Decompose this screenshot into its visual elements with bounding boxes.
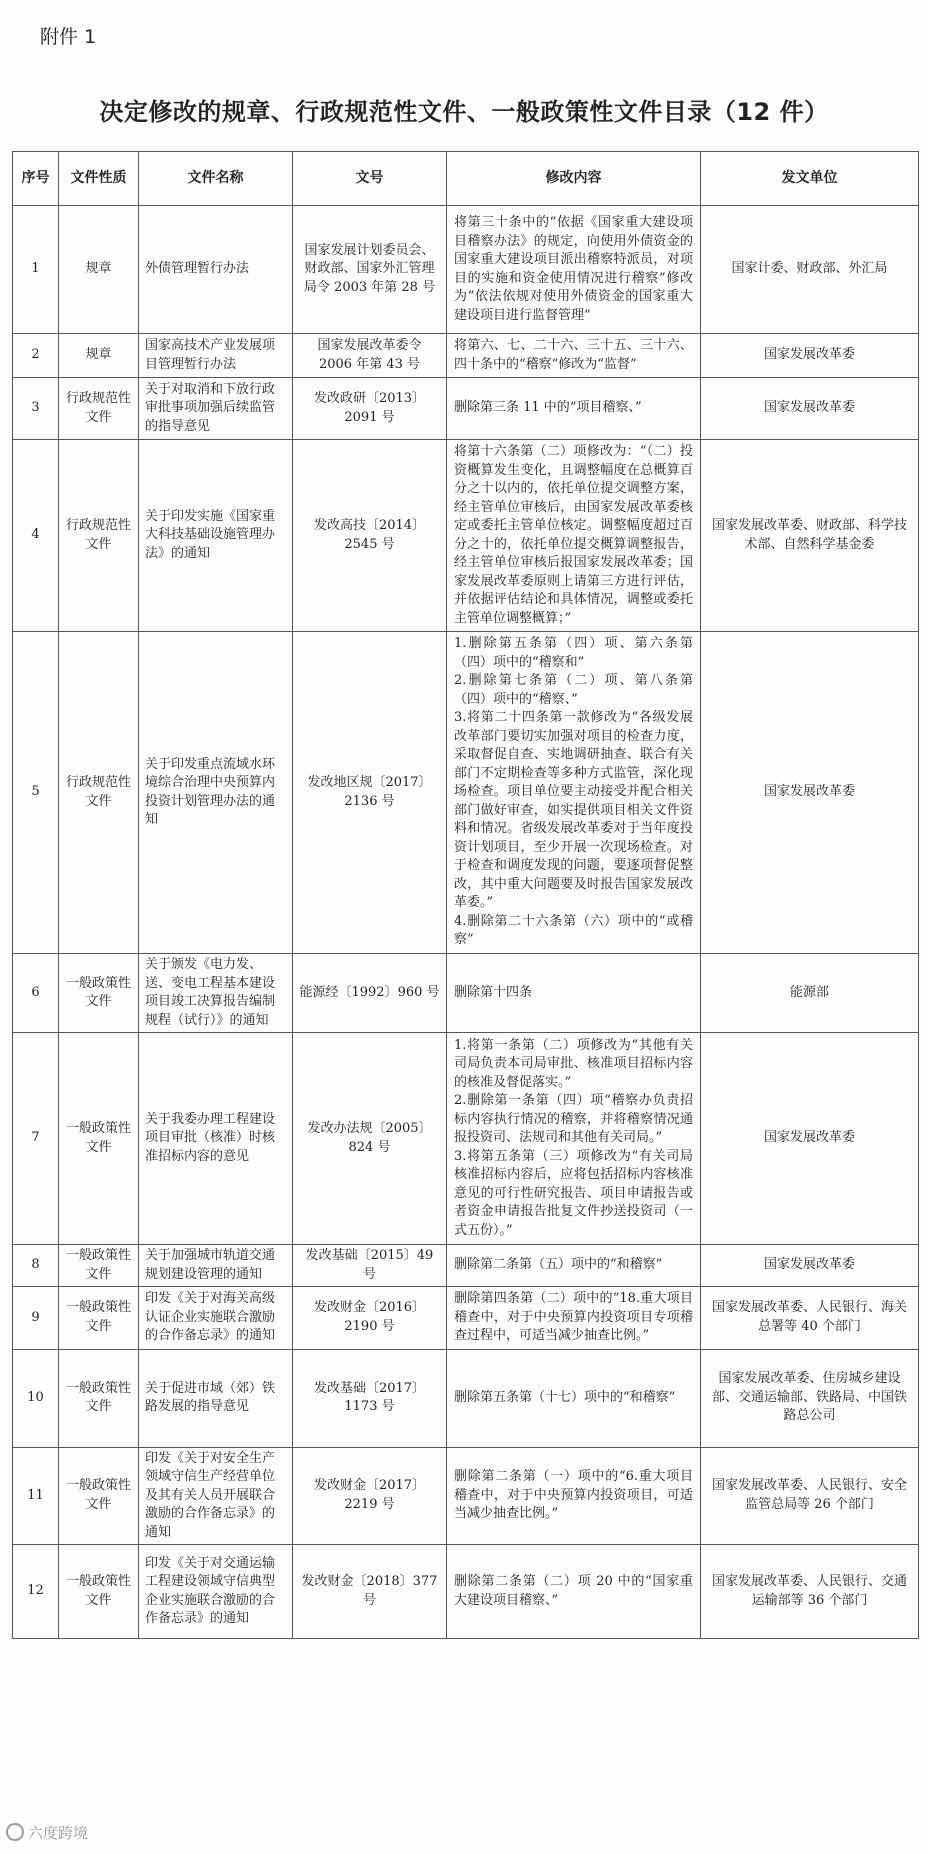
- cell-no: 2: [13, 334, 59, 378]
- cell-name: 印发《关于对安全生产领域守信生产经营单位及其有关人员开展联合激励的合作备忘录》的通知: [139, 1447, 293, 1545]
- table-row: [13, 334, 919, 378]
- watermark-icon: [6, 1823, 24, 1841]
- table-row: [13, 632, 919, 954]
- cell-doc-no: 能源经〔1992〕960 号: [293, 954, 447, 1033]
- cell-no: 3: [13, 378, 59, 440]
- cell-name: 关于加强城市轨道交通规划建设管理的通知: [139, 1245, 293, 1287]
- cell-doc-no: 发改财金〔2016〕2190 号: [293, 1287, 447, 1350]
- cell-issuer: 国家发展改革委、人民银行、交通运输部等 36 个部门: [701, 1545, 919, 1639]
- cell-name: 印发《关于对海关高级认证企业实施联合激励的合作备忘录》的通知: [139, 1287, 293, 1350]
- cell-content: [447, 1033, 701, 1245]
- table-row: [13, 1447, 919, 1545]
- cell-doc-no: 发改财金〔2018〕377 号: [293, 1545, 447, 1639]
- table-row: [13, 1349, 919, 1447]
- cell-doc-no: 国家发展计划委员会、财政部、国家外汇管理局令 2003 年第 28 号: [293, 206, 447, 334]
- header-row: [13, 152, 919, 206]
- content-paragraph: 删除第二条第（五）项中的“和稽察”: [454, 1257, 663, 1273]
- content-paragraph: 将第三十条中的“依据《国家重大建设项目稽察办法》的规定，向使用外债资金的国家重大建设项目派出稽察特派员，对项目的实施和资金使用情况进行稽察”修改为“依法依规对使用外债资金的国家重大建设项目进行监督管理”: [454, 215, 693, 323]
- cell-issuer: 国家发展改革委: [701, 1245, 919, 1287]
- cell-no: 11: [13, 1447, 59, 1545]
- cell-issuer: 国家发展改革委: [701, 378, 919, 440]
- cell-type: 一般政策性文件: [59, 1287, 139, 1350]
- header-type: 文件性质: [59, 152, 139, 206]
- header-doc-no: 文号: [293, 152, 447, 206]
- cell-no: 10: [13, 1349, 59, 1447]
- cell-doc-no: 发改基础〔2015〕49 号: [293, 1245, 447, 1287]
- cell-name: 印发《关于对交通运输工程建设领域守信典型企业实施联合激励的合作备忘录》的通知: [139, 1545, 293, 1639]
- cell-content: [447, 1245, 701, 1287]
- content-paragraph: 4.删除第二十六条第（六）项中的“或稽察”: [454, 913, 693, 948]
- cell-name: 关于印发重点流域水环境综合治理中央预算内投资计划管理办法的通知: [139, 632, 293, 954]
- cell-type: 一般政策性文件: [59, 1245, 139, 1287]
- content-paragraph: 3.将第二十四条第一款修改为“各级发展改革部门要切实加强对项目的检查力度，采取督促自查、实地调研抽查、联合有关部门不定期检查等多种方式监管，深化现场检查。项目单位要主动接受并配合相关部门做好审查，如实提供项目相关文件资料和情况。省级发展改革委对于当年度投资计划项目，至少开展一次现场检查。对于检查和调度发现的问题，要逐项督促整改，其中重大问题要及时报告国家发展改革委。”: [454, 710, 693, 911]
- cell-content: [447, 1349, 701, 1447]
- table-row: [13, 440, 919, 632]
- content-paragraph: 1.将第一条第（二）项修改为“其他有关司局负责本司局审批、核准项目招标内容的核准及督促落实。”: [454, 1037, 693, 1090]
- cell-issuer: 国家发展改革委、财政部、科学技术部、自然科学基金委: [701, 440, 919, 632]
- cell-name: 关于我委办理工程建设项目审批（核准）时核准招标内容的意见: [139, 1033, 293, 1245]
- content-paragraph: 将第十六条第（二）项修改为：“（二）投资概算发生变化，且调整幅度在总概算百分之十以内的，依托单位提交调整方案，经主管单位审核后，由国家发展改革委核定或委托主管单位核定。调整幅度超过百分之十的，依托单位提交概算调整报告，经主管单位审核后报国家发展改革委；国家发展改革委原则上请第三方进行评估，并依据评估结论和具体情况，调整或委托主管单位调整概算；”: [454, 444, 693, 626]
- cell-name: 外债管理暂行办法: [139, 206, 293, 334]
- content-paragraph: 2.删除第七条第（二）项、第八条第（四）项中的“稽察、”: [454, 673, 693, 707]
- cell-doc-no: 发改基础〔2017〕1173 号: [293, 1349, 447, 1447]
- header-content: 修改内容: [447, 152, 701, 206]
- cell-no: 12: [13, 1545, 59, 1639]
- cell-type: 一般政策性文件: [59, 1033, 139, 1245]
- cell-name: 关于印发实施《国家重大科技基础设施管理办法》的通知: [139, 440, 293, 632]
- cell-content: [447, 206, 701, 334]
- table-row: [13, 1033, 919, 1245]
- cell-content: [447, 440, 701, 632]
- content-paragraph: 删除第四条第（二）项中的“18.重大项目稽查中，对于中央预算内投资项目专项稽查过程中，可适当减少抽查比例。”: [454, 1291, 693, 1343]
- header-name: 文件名称: [139, 152, 293, 206]
- content-paragraph: 删除第二条第（一）项中的“6.重大项目稽查中，对于中央预算内投资项目，可适当减少抽查比例。”: [454, 1469, 693, 1521]
- cell-content: [447, 378, 701, 440]
- cell-type: 一般政策性文件: [59, 1545, 139, 1639]
- cell-type: 行政规范性文件: [59, 440, 139, 632]
- page-title: 决定修改的规章、行政规范性文件、一般政策性文件目录（12 件）: [99, 98, 829, 126]
- cell-no: 7: [13, 1033, 59, 1245]
- content-paragraph: 1.删除第五条第（四）项、第六条第（四）项中的“稽察和”: [454, 636, 693, 670]
- header-issuer: 发文单位: [701, 152, 919, 206]
- cell-doc-no: 国家发展改革委令 2006 年第 43 号: [293, 334, 447, 378]
- cell-no: 1: [13, 206, 59, 334]
- cell-issuer: 能源部: [701, 954, 919, 1033]
- cell-content: [447, 334, 701, 378]
- cell-type: 行政规范性文件: [59, 378, 139, 440]
- table-row: [13, 378, 919, 440]
- cell-issuer: 国家发展改革委、住房城乡建设部、交通运输部、铁路局、中国铁路总公司: [701, 1349, 919, 1447]
- table-row: [13, 206, 919, 334]
- cell-issuer: 国家发展改革委、人民银行、安全监管总局等 26 个部门: [701, 1447, 919, 1545]
- cell-issuer: 国家发展改革委、人民银行、海关总署等 40 个部门: [701, 1287, 919, 1350]
- cell-name: 国家高技术产业发展项目管理暂行办法: [139, 334, 293, 378]
- cell-type: 行政规范性文件: [59, 632, 139, 954]
- cell-issuer: 国家发展改革委: [701, 334, 919, 378]
- table-row: [13, 954, 919, 1033]
- table-body: [13, 206, 919, 1639]
- watermark: [6, 1822, 88, 1843]
- content-paragraph: 3.将第五条第（三）项修改为“有关司局核准招标内容后，应将包括招标内容核准意见的可行性研究报告、项目申请报告或者资金申请报告批复文件抄送投资司（一式五份）。”: [454, 1148, 693, 1238]
- cell-no: 9: [13, 1287, 59, 1350]
- content-paragraph: 将第六、七、二十六、三十五、三十六、四十条中的“稽察”修改为“监督”: [454, 338, 693, 372]
- cell-doc-no: 发改办法规〔2005〕824 号: [293, 1033, 447, 1245]
- cell-name: 关于颁发《电力发、送、变电工程基本建设项目竣工决算报告编制规程（试行）》的通知: [139, 954, 293, 1033]
- cell-type: 一般政策性文件: [59, 1349, 139, 1447]
- cell-type: 一般政策性文件: [59, 954, 139, 1033]
- content-paragraph: 删除第十四条: [454, 984, 533, 1000]
- table-row: [13, 1287, 919, 1350]
- cell-content: [447, 1545, 701, 1639]
- cell-issuer: 国家发展改革委: [701, 632, 919, 954]
- cell-name: 关于促进市域（郊）铁路发展的指导意见: [139, 1349, 293, 1447]
- content-paragraph: 删除第二条第（二）项 20 中的“国家重大建设项目稽察、”: [454, 1574, 693, 1608]
- cell-content: [447, 1287, 701, 1350]
- table-row: [13, 1545, 919, 1639]
- cell-no: 5: [13, 632, 59, 954]
- document-table: [12, 151, 919, 1639]
- cell-doc-no: 发改高技〔2014〕2545 号: [293, 440, 447, 632]
- cell-type: 规章: [59, 334, 139, 378]
- cell-type: 规章: [59, 206, 139, 334]
- cell-no: 6: [13, 954, 59, 1033]
- header-no: 序号: [13, 152, 59, 206]
- cell-content: [447, 954, 701, 1033]
- cell-issuer: 国家计委、财政部、外汇局: [701, 206, 919, 334]
- cell-no: 4: [13, 440, 59, 632]
- cell-content: [447, 1447, 701, 1545]
- cell-no: 8: [13, 1245, 59, 1287]
- watermark-text: 六度跨境: [28, 1824, 89, 1842]
- content-paragraph: 删除第五条第（十七）项中的“和稽察”: [454, 1389, 676, 1405]
- cell-issuer: 国家发展改革委: [701, 1033, 919, 1245]
- cell-type: 一般政策性文件: [59, 1447, 139, 1545]
- content-paragraph: 删除第三条 11 中的“项目稽察、”: [454, 400, 642, 416]
- cell-content: [447, 632, 701, 954]
- cell-doc-no: 发改政研〔2013〕2091 号: [293, 378, 447, 440]
- cell-doc-no: 发改财金〔2017〕2219 号: [293, 1447, 447, 1545]
- content-paragraph: 2.删除第一条第（四）项“稽察办负责招标内容执行情况的稽察，并将稽察情况通报投资司、法规司和其他有关司局。”: [454, 1093, 693, 1146]
- cell-name: 关于对取消和下放行政审批事项加强后续监管的指导意见: [139, 378, 293, 440]
- cell-doc-no: 发改地区规〔2017〕2136 号: [293, 632, 447, 954]
- attachment-label: 附件 1: [40, 26, 97, 48]
- table-row: [13, 1245, 919, 1287]
